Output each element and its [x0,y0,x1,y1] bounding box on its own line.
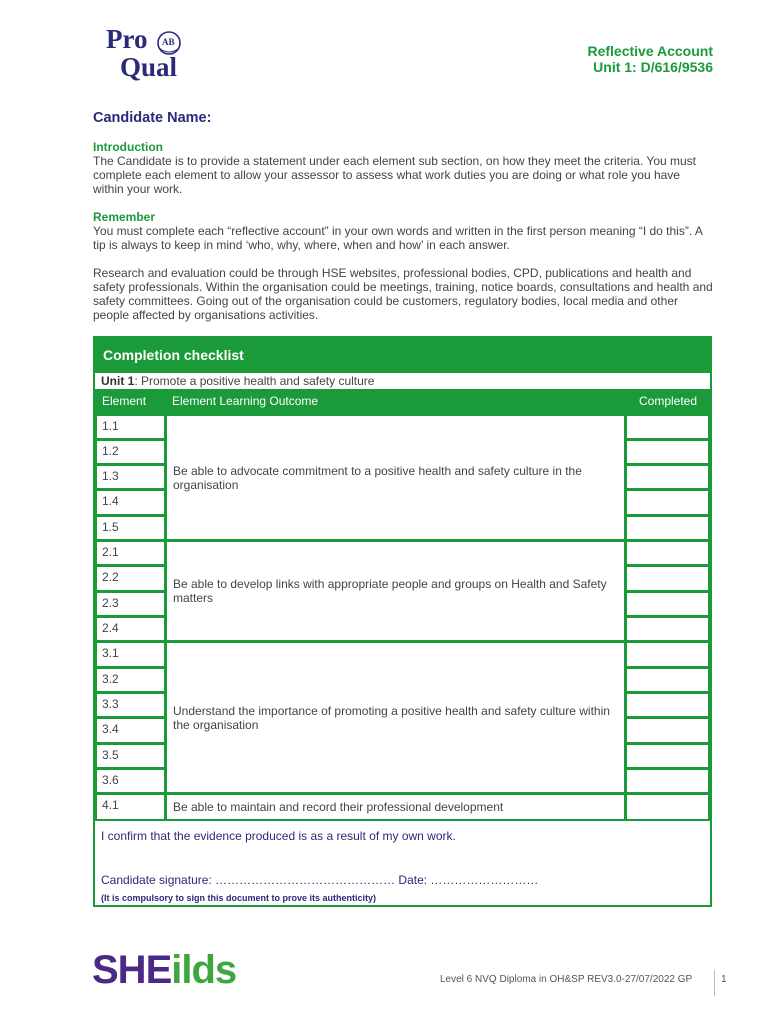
completed-cell[interactable] [625,768,710,794]
remember-heading: Remember [93,210,156,224]
completed-cell[interactable] [625,793,710,821]
completed-cell[interactable] [625,489,710,516]
element-cell: 2.1 [95,540,166,566]
footer-revision: Level 6 NVQ Diploma in OH&SP REV3.0-27/07/2022 GP [440,974,693,985]
completed-cell[interactable] [625,743,710,769]
element-cell: 2.2 [95,565,166,592]
outcome-cell [165,414,626,541]
element-cell: 4.1 [95,793,166,821]
completed-cell[interactable] [625,641,710,668]
confirmation-statement: I confirm that the evidence produced is as a result of my own work. [101,829,456,843]
outcome-cell [165,540,626,642]
column-header-element: Element [95,389,165,414]
column-header-outcome: Element Learning Outcome [165,389,625,414]
element-cell: 1.1 [95,414,166,440]
sheilds-logo [92,948,236,992]
unit-text: : Promote a positive health and safety culture [134,374,375,388]
logo-qual-text: Qual [120,52,178,82]
unit-row [95,373,710,389]
outcome-text: Be able to advocate commitment to a positive health and safety culture in the organisation [173,463,582,492]
unit-code: Unit 1: D/616/9536 [593,59,713,75]
completed-cell[interactable] [625,591,710,617]
element-cell: 1.2 [95,439,166,465]
element-cell: 3.5 [95,743,166,769]
checklist-title: Completion checklist [95,338,710,373]
completion-checklist [93,336,712,907]
footer-divider [714,970,715,996]
outcome-cell [165,793,626,821]
element-cell: 3.1 [95,641,166,668]
signature-line[interactable]: Candidate signature: ……………………………………… Date: ……………………… [101,873,539,887]
completed-cell[interactable] [625,692,710,718]
doc-title: Reflective Account [587,43,713,59]
header-block [587,43,713,75]
completed-cell[interactable] [625,515,710,541]
signature-note: (It is compulsory to sign this document to prove its authenticity) [101,893,377,903]
outcome-text: Be able to develop links with appropriate people and groups on Health and Safety matters [173,577,607,605]
completed-cell[interactable] [625,464,710,490]
page-number: 1 [721,974,727,985]
element-cell: 2.4 [95,616,166,642]
completed-cell[interactable] [625,540,710,566]
outcome-text: Understand the importance of promoting a positive health and safety culture within the organisation [173,703,610,732]
element-cell: 3.4 [95,717,166,744]
proqual-logo [104,24,194,86]
completed-cell[interactable] [625,439,710,465]
completed-cell[interactable] [625,565,710,592]
logo-she-text: SHE [92,948,172,992]
element-cell: 1.4 [95,489,166,516]
outcome-text: Be able to maintain and record their professional development [173,800,504,814]
logo-pro-text: Pro [106,24,148,54]
research-section [93,266,713,322]
candidate-name-label: Candidate Name: [93,110,212,126]
unit-label: Unit 1 [101,374,135,388]
logo-seal-text: AB [162,37,175,47]
introduction-section [93,140,713,196]
completed-cell[interactable] [625,414,710,440]
outcome-cell [165,641,626,794]
remember-section [93,210,713,252]
element-cell: 1.5 [95,515,166,541]
element-cell: 1.3 [95,464,166,490]
element-cell: 3.6 [95,768,166,794]
introduction-heading: Introduction [93,140,163,154]
element-cell: 3.3 [95,692,166,718]
completed-cell[interactable] [625,717,710,744]
introduction-text: The Candidate is to provide a statement under each element sub section, on how they meet the criteria. You must complete each element to allow your assessor to assess what work duties you are doing or what role you have within your work. [93,154,697,196]
column-header-completed: Completed [625,389,710,414]
research-text: Research and evaluation could be through HSE websites, professional bodies, CPD, publications and health and safety professionals. Within the organisation could be meetings, training, notice boards, consultations and health and safety committees. Going out of the organisation could be customers, regulatory bodies, local media and other people affected by organisations activities. [93,266,713,322]
element-cell: 3.2 [95,667,166,693]
element-cell: 2.3 [95,591,166,617]
remember-text: You must complete each “reflective account” in your own words and written in the first person meaning “I do this”. A tip is always to keep in mind ‘who, why, where, when and how’ in each answer. [93,224,703,252]
confirmation-block [95,821,710,905]
logo-ilds-text: ilds [171,948,237,992]
completed-cell[interactable] [625,667,710,693]
completed-cell[interactable] [625,616,710,642]
